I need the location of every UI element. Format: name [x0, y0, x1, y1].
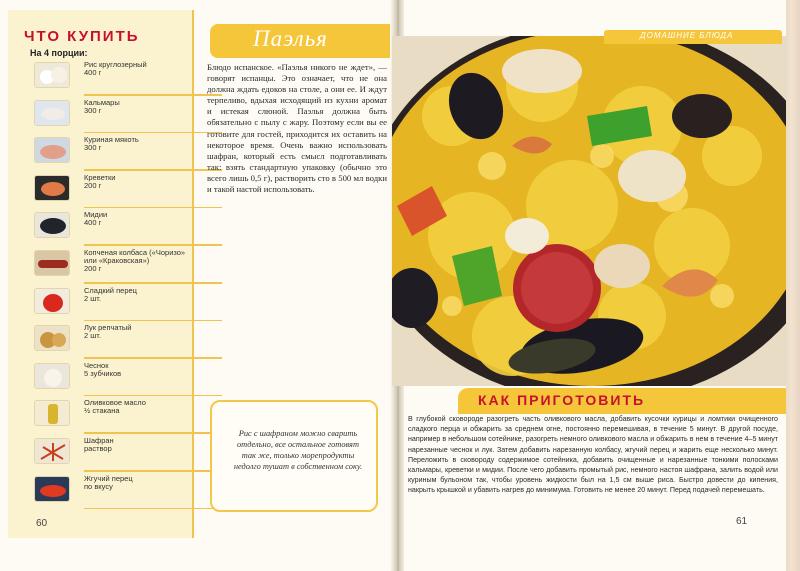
paella-photo [392, 36, 786, 386]
ingredient-text [84, 211, 192, 227]
ingredient-quantity: по вкусу [84, 481, 113, 491]
ingredient-item [34, 472, 192, 510]
rice-icon [34, 62, 70, 88]
ingredient-item [34, 246, 192, 284]
pepper-icon [34, 288, 70, 314]
ingredient-quantity: 400 г [84, 68, 102, 77]
ingredient-quantity: 2 шт. [84, 331, 101, 341]
chapter-header-text: ДОМАШНИЕ БЛЮДА [640, 31, 734, 40]
ingredient-name: Шафран [84, 435, 114, 445]
ingredient-item [34, 434, 192, 472]
page-number-left: 60 [36, 518, 48, 529]
oil-icon [34, 400, 70, 426]
ingredient-name: Мидии [84, 210, 108, 220]
ingredient-quantity: 2 шт. [84, 293, 101, 303]
ingredient-name: Рис круглозерный [84, 60, 147, 69]
ingredient-name: Оливковое масло [84, 398, 146, 408]
intro-text: Блюдо испанское. «Паэлья никого не ждет», — говорят испанцы. Это означает, что не она должна ждать едоков на столе, а они ее. И ждут терпеливо, вдыхая исходящий из кухни аромат и истекая слюной. Паэлья должна быть обязательно с пылу с жару. Поэтому если вы ее готовите для гостей, приходится их оставить на некоторое время. Очень важно использовать шафран, который есть смысл подготавливать так: взять стандартную упаковку (обычно это всего лишь 0,5 г), растворить сто в 500 мл водки и такой настой использовать. [207, 62, 387, 195]
how-to-cook-heading: КАК ПРИГОТОВИТЬ [478, 392, 646, 408]
ingredient-text [84, 136, 192, 152]
ingredient-name: Сладкий перец [84, 285, 137, 295]
ingredient-name: Креветки [84, 172, 116, 182]
ingredient-text [84, 362, 192, 378]
tip-box [210, 400, 378, 512]
ingredient-text [84, 61, 192, 77]
ingredient-text [84, 99, 192, 115]
tip-text: Рис с шафраном можно сварить отдельно, все остальное готовят так же, только морепродукты недолго тушат в собственном соку. [233, 429, 363, 471]
ingredient-item [34, 321, 192, 359]
ingredient-quantity: 400 г [84, 218, 102, 228]
chili-icon [34, 476, 70, 502]
squid-icon [34, 100, 70, 126]
ingredient-text [84, 475, 192, 491]
ingredients-list [34, 58, 192, 509]
shrimp-icon [34, 175, 70, 201]
ingredient-text [84, 399, 192, 415]
ingredient-item [34, 171, 192, 209]
dish-title: Паэлья [253, 26, 328, 51]
ingredient-item [34, 96, 192, 134]
ingredient-quantity: 5 зубчиков [84, 368, 122, 378]
ingredient-quantity: 200 г [84, 263, 102, 273]
paella-photo-image [392, 36, 786, 386]
ingredient-name: Куриная мякоть [84, 135, 139, 145]
ingredient-item [34, 359, 192, 397]
cooking-steps-text: В глубокой сковороде разогреть часть оливкового масла, добавить кусочки курицы и ломтики очищенного сладкого перца и обжарить за среднем огне, постоянно перемешивая, в течение 5 минут. В другой посуде, например в небольшом сотейнике, разогреть немного оливкового масла и обжарить в нем в течение 4–5 минут нарезанные чеснок и лук. Затем добавить нарезанную колбасу, жгучий перец и жарить еще несколько минут. Переложить в сковороду содержимое сотейника, добавить очищенные и нарезанные тонкими полосками кальмары, креветки и мидии. После чего добавить промытый рис, немного настоя шафрана, залить водой или куриным бульоном так, чтобы уровень жидкости был на 1,5 см выше риса. Быстро довести до кипения, накрыть крышкой и убавить нагрев до минимума. Готовить не менее 20 минут. Перед подачей перемешать. [408, 415, 778, 495]
ingredient-name: Жгучий перец [84, 473, 133, 483]
page-number-right: 61 [736, 516, 748, 527]
what-to-buy-heading: ЧТО КУПИТЬ [24, 28, 140, 45]
sausage-icon [34, 250, 70, 276]
ingredient-item [34, 284, 192, 322]
garlic-icon [34, 363, 70, 389]
ingredient-quantity: раствор [84, 443, 112, 453]
ingredient-quantity: 300 г [84, 105, 102, 115]
page-edge [786, 0, 800, 571]
ingredient-name: Кальмары [84, 97, 120, 107]
portions-label: На 4 порции: [30, 48, 88, 58]
ingredient-name: Чеснок [84, 360, 109, 370]
ingredient-text [84, 324, 192, 340]
onion-icon [34, 325, 70, 351]
ingredient-quantity: 300 г [84, 143, 102, 153]
mussels-icon [34, 212, 70, 238]
ingredient-quantity: ½ стакана [84, 406, 120, 416]
ingredient-divider [84, 508, 222, 510]
ingredient-quantity: 200 г [84, 180, 102, 190]
saffron-icon [34, 438, 70, 464]
ingredient-item [34, 208, 192, 246]
ingredient-text [84, 437, 192, 453]
ingredient-name: Лук репчатый [84, 323, 132, 333]
chicken-icon [34, 137, 70, 163]
ingredient-text [84, 249, 192, 273]
ingredient-text [84, 287, 192, 303]
ingredient-item [34, 396, 192, 434]
ingredient-name: Копченая колбаса («Чоризо» или «Краковская») [84, 247, 186, 265]
ingredient-text [84, 174, 192, 190]
ingredient-item [34, 58, 192, 96]
ingredient-item [34, 133, 192, 171]
